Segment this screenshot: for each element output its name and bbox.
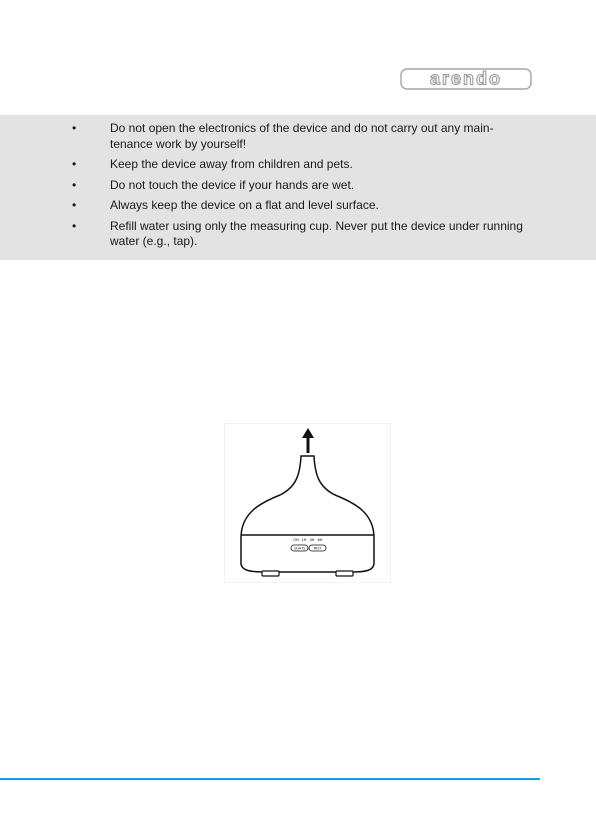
bullet: • <box>72 157 77 171</box>
timer-label: 6H <box>317 538 323 542</box>
diffuser-illustration <box>224 423 391 583</box>
list-item <box>0 219 596 250</box>
timer-label: 3H <box>309 538 315 542</box>
bullet: • <box>72 198 77 212</box>
safety-list <box>0 115 596 250</box>
lights-button-label: LIGHTS <box>293 546 306 551</box>
list-item-text: Do not open the electronics of the device and do not carry out any main-tenance work by yourself! <box>110 121 494 151</box>
timer-label: ON <box>293 538 299 542</box>
brand-logo-text: arendo <box>429 68 503 89</box>
safety-notice-box <box>0 115 596 260</box>
bullet: • <box>72 121 77 135</box>
list-item-text: Always keep the device on a flat and level surface. <box>110 198 379 212</box>
mist-button-label: MIST <box>313 546 322 551</box>
bullet: • <box>72 218 77 233</box>
list-item-text: Do not touch the device if your hands are wet. <box>110 177 355 192</box>
bullet: • <box>72 177 77 192</box>
diffuser-icon <box>224 423 391 583</box>
list-item <box>0 198 596 214</box>
timer-label: 1H <box>301 538 307 542</box>
footer-rule <box>0 778 540 780</box>
list-item-text: Refill water using only the measuring cup. Never put the device under running water (e.g., tap). <box>110 218 523 248</box>
list-item <box>0 178 596 194</box>
list-item-text: Keep the device away from children and pets. <box>110 157 353 171</box>
list-item <box>0 157 596 173</box>
list-item <box>0 121 596 152</box>
brand-logo <box>400 68 532 90</box>
